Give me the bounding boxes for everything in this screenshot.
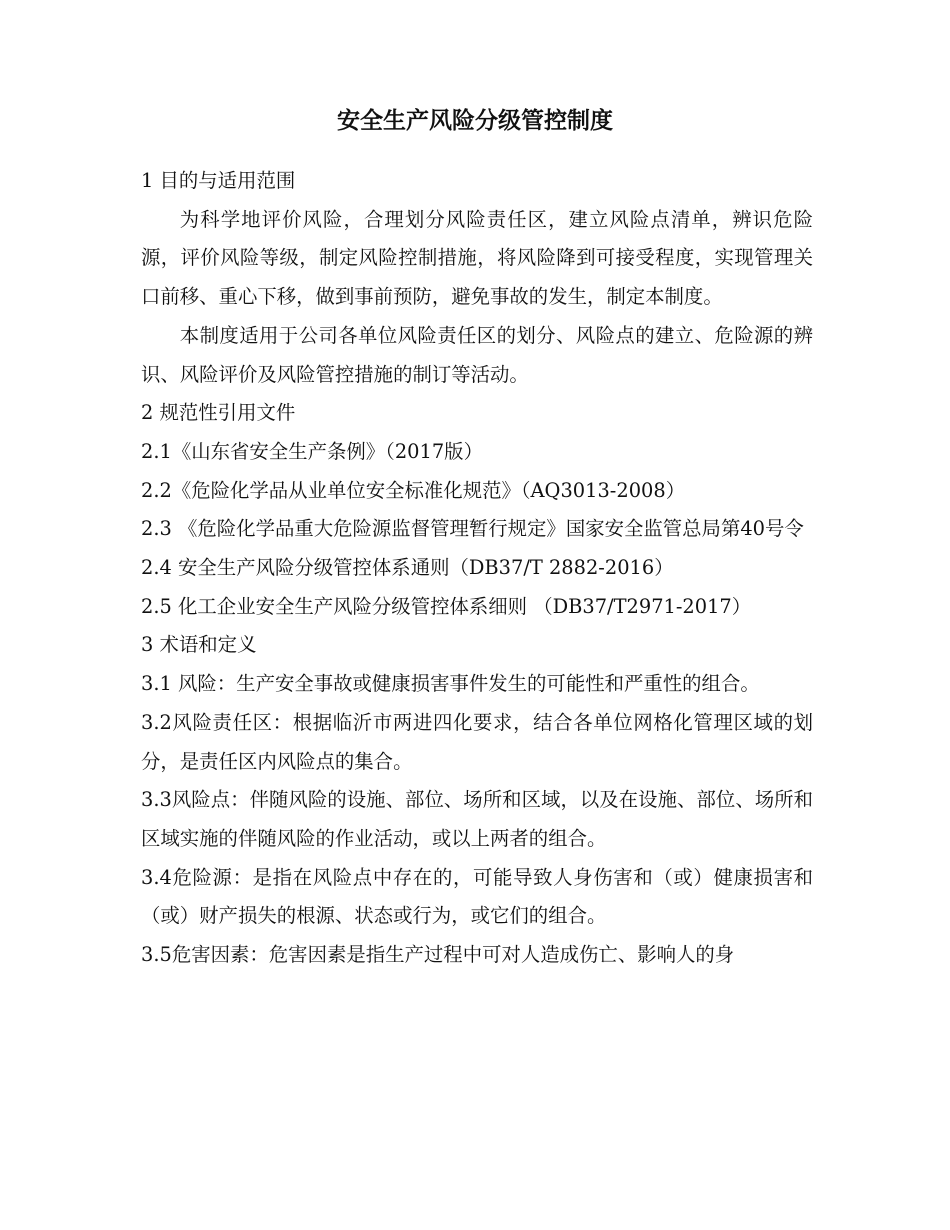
reference-2-1: 2.1《山东省安全生产条例》（2017版） xyxy=(141,439,483,463)
definition-3-2: 3.2风险责任区：根据临沂市两进四化要求，结合各单位网格化管理区域的划分，是责任区内风险点的集合。 xyxy=(141,710,813,773)
paragraph-scope: 本制度适用于公司各单位风险责任区的划分、风险点的建立、危险源的辨识、风险评价及风险管控措施的制订等活动。 xyxy=(141,323,813,386)
reference-2-2: 2.2《危险化学品从业单位安全标准化规范》（AQ3013-2008） xyxy=(141,478,686,502)
section-heading-2: 2 规范性引用文件 xyxy=(141,401,296,425)
reference-2-5: 2.5 化工企业安全生产风险分级管控体系细则 （DB37/T2971-2017） xyxy=(141,594,752,618)
definition-3-4: 3.4危险源：是指在风险点中存在的，可能导致人身伤害和（或）健康损害和（或）财产损失的根源、状态或行为，或它们的组合。 xyxy=(141,865,813,928)
document-title: 安全生产风险分级管控制度 xyxy=(337,108,613,134)
definition-3-1: 3.1 风险：生产安全事故或健康损害事件发生的可能性和严重性的组合。 xyxy=(141,672,760,696)
definition-3-5: 3.5危害因素：危害因素是指生产过程中可对人造成伤亡、影响人的身 xyxy=(141,943,735,967)
section-heading-3: 3 术语和定义 xyxy=(141,633,257,657)
paragraph-purpose: 为科学地评价风险，合理划分风险责任区，建立风险点清单，辨识危险源，评价风险等级，制定风险控制措施，将风险降到可接受程度，实现管理关口前移、重心下移，做到事前预防，避免事故的发生，制定本制度。 xyxy=(141,207,813,309)
reference-2-3: 2.3 《危险化学品重大危险源监督管理暂行规定》国家安全监管总局第40号令 xyxy=(141,517,804,541)
reference-2-4: 2.4 安全生产风险分级管控体系通则（DB37/T 2882-2016） xyxy=(141,556,674,580)
section-heading-1: 1 目的与适用范围 xyxy=(141,169,296,192)
definition-3-3: 3.3风险点：伴随风险的设施、部位、场所和区域，以及在设施、部位、场所和区域实施的伴随风险的作业活动，或以上两者的组合。 xyxy=(141,788,813,850)
document-body xyxy=(141,162,813,975)
